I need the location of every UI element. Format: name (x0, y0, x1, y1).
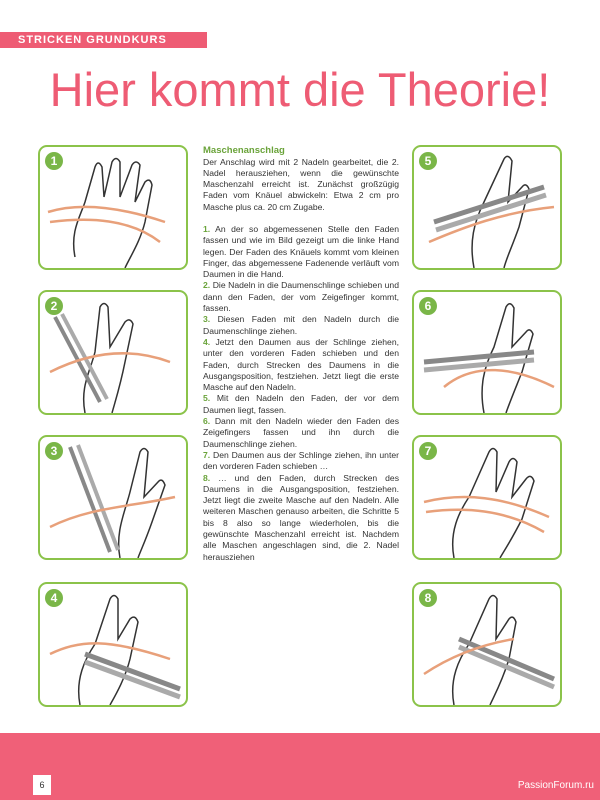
step-illustration-7 (412, 435, 562, 560)
step-1-text: 1. An der so abgemessenen Stelle den Faden fassen und wie im Bild gezeigt um die linke Hand legen. Der Faden des Knäuels kommt vom kleinen Finger, das abgemessene Fadenende verläuft vom Daumen in die Hand. (203, 223, 399, 280)
step-badge: 7 (419, 442, 437, 460)
watermark: PassionForum.ru (517, 780, 594, 791)
step-badge: 5 (419, 152, 437, 170)
footer-band (0, 733, 600, 800)
step-illustration-1 (38, 145, 188, 270)
step-badge: 4 (45, 589, 63, 607)
page-title: Hier kommt die Theorie! (49, 63, 551, 116)
step-badge: 3 (45, 442, 63, 460)
step-6-text: 6. Dann mit den Nadeln wieder den Faden des Zeigefingers fassen und ihn durch die Daumenschlinge ziehen. (203, 416, 399, 449)
step-8-text: 8. … und den Faden, durch Strecken des Daumens in die Ausgangsposition, festziehen. Jetzt liegt die zweite Masche auf den Nadeln. Alle weiteren Maschen genauso arbeiten, die Schritte 5 bis 8 also so lange wiederholen, bis die gewünschte Maschenzahl erreicht ist. Nachdem alle Maschen angeschlagen sind, die 2. Nadel herausziehen (203, 472, 399, 562)
step-badge: 8 (419, 589, 437, 607)
step-illustration-6 (412, 290, 562, 415)
intro-paragraph: Der Anschlag wird mit 2 Nadeln gearbeitet, die 2. Nadel herausziehen, wenn die gewünschte Maschenzahl erreicht ist. Zunächst großzügig Faden vom Knäuel abwickeln: Etwa 2 cm pro Masche plus ca. 20 cm Zugabe. (203, 156, 399, 212)
step-illustration-3 (38, 435, 188, 560)
step-2-text: 2. Die Nadeln in die Daumenschlinge schieben und dann den Faden, der vom Zeigefinger kommt, fassen. (203, 280, 399, 314)
step-4-text: 4. Jetzt den Daumen aus der Schlinge ziehen, unter den vorderen Faden schieben und den Faden, durch Strecken des Daumens in die Ausgangsposition, festziehen. Jetzt liegt die erste Masche auf den Nadeln. (203, 336, 400, 393)
step-illustration-4 (38, 582, 188, 707)
step-badge: 1 (45, 152, 63, 170)
instructions-column (203, 145, 399, 563)
step-7-text: 7. Den Daumen aus der Schlinge ziehen, ihn unter den vorderen Faden schieben … (203, 449, 399, 472)
step-5-text: 5. Mit den Nadeln den Faden, der vor dem Daumen liegt, fassen. (203, 393, 399, 415)
step-illustration-2 (38, 290, 188, 415)
section-heading: Maschenanschlag (203, 145, 285, 156)
step-badge: 2 (45, 297, 63, 315)
category-tag: STRICKEN GRUNDKURS (0, 32, 207, 48)
step-3-text: 3. Diesen Faden mit den Nadeln durch die Daumenschlinge ziehen. (203, 314, 399, 336)
step-illustration-5 (412, 145, 562, 270)
page-number: 6 (33, 775, 51, 795)
step-illustration-8 (412, 582, 562, 707)
step-badge: 6 (419, 297, 437, 315)
